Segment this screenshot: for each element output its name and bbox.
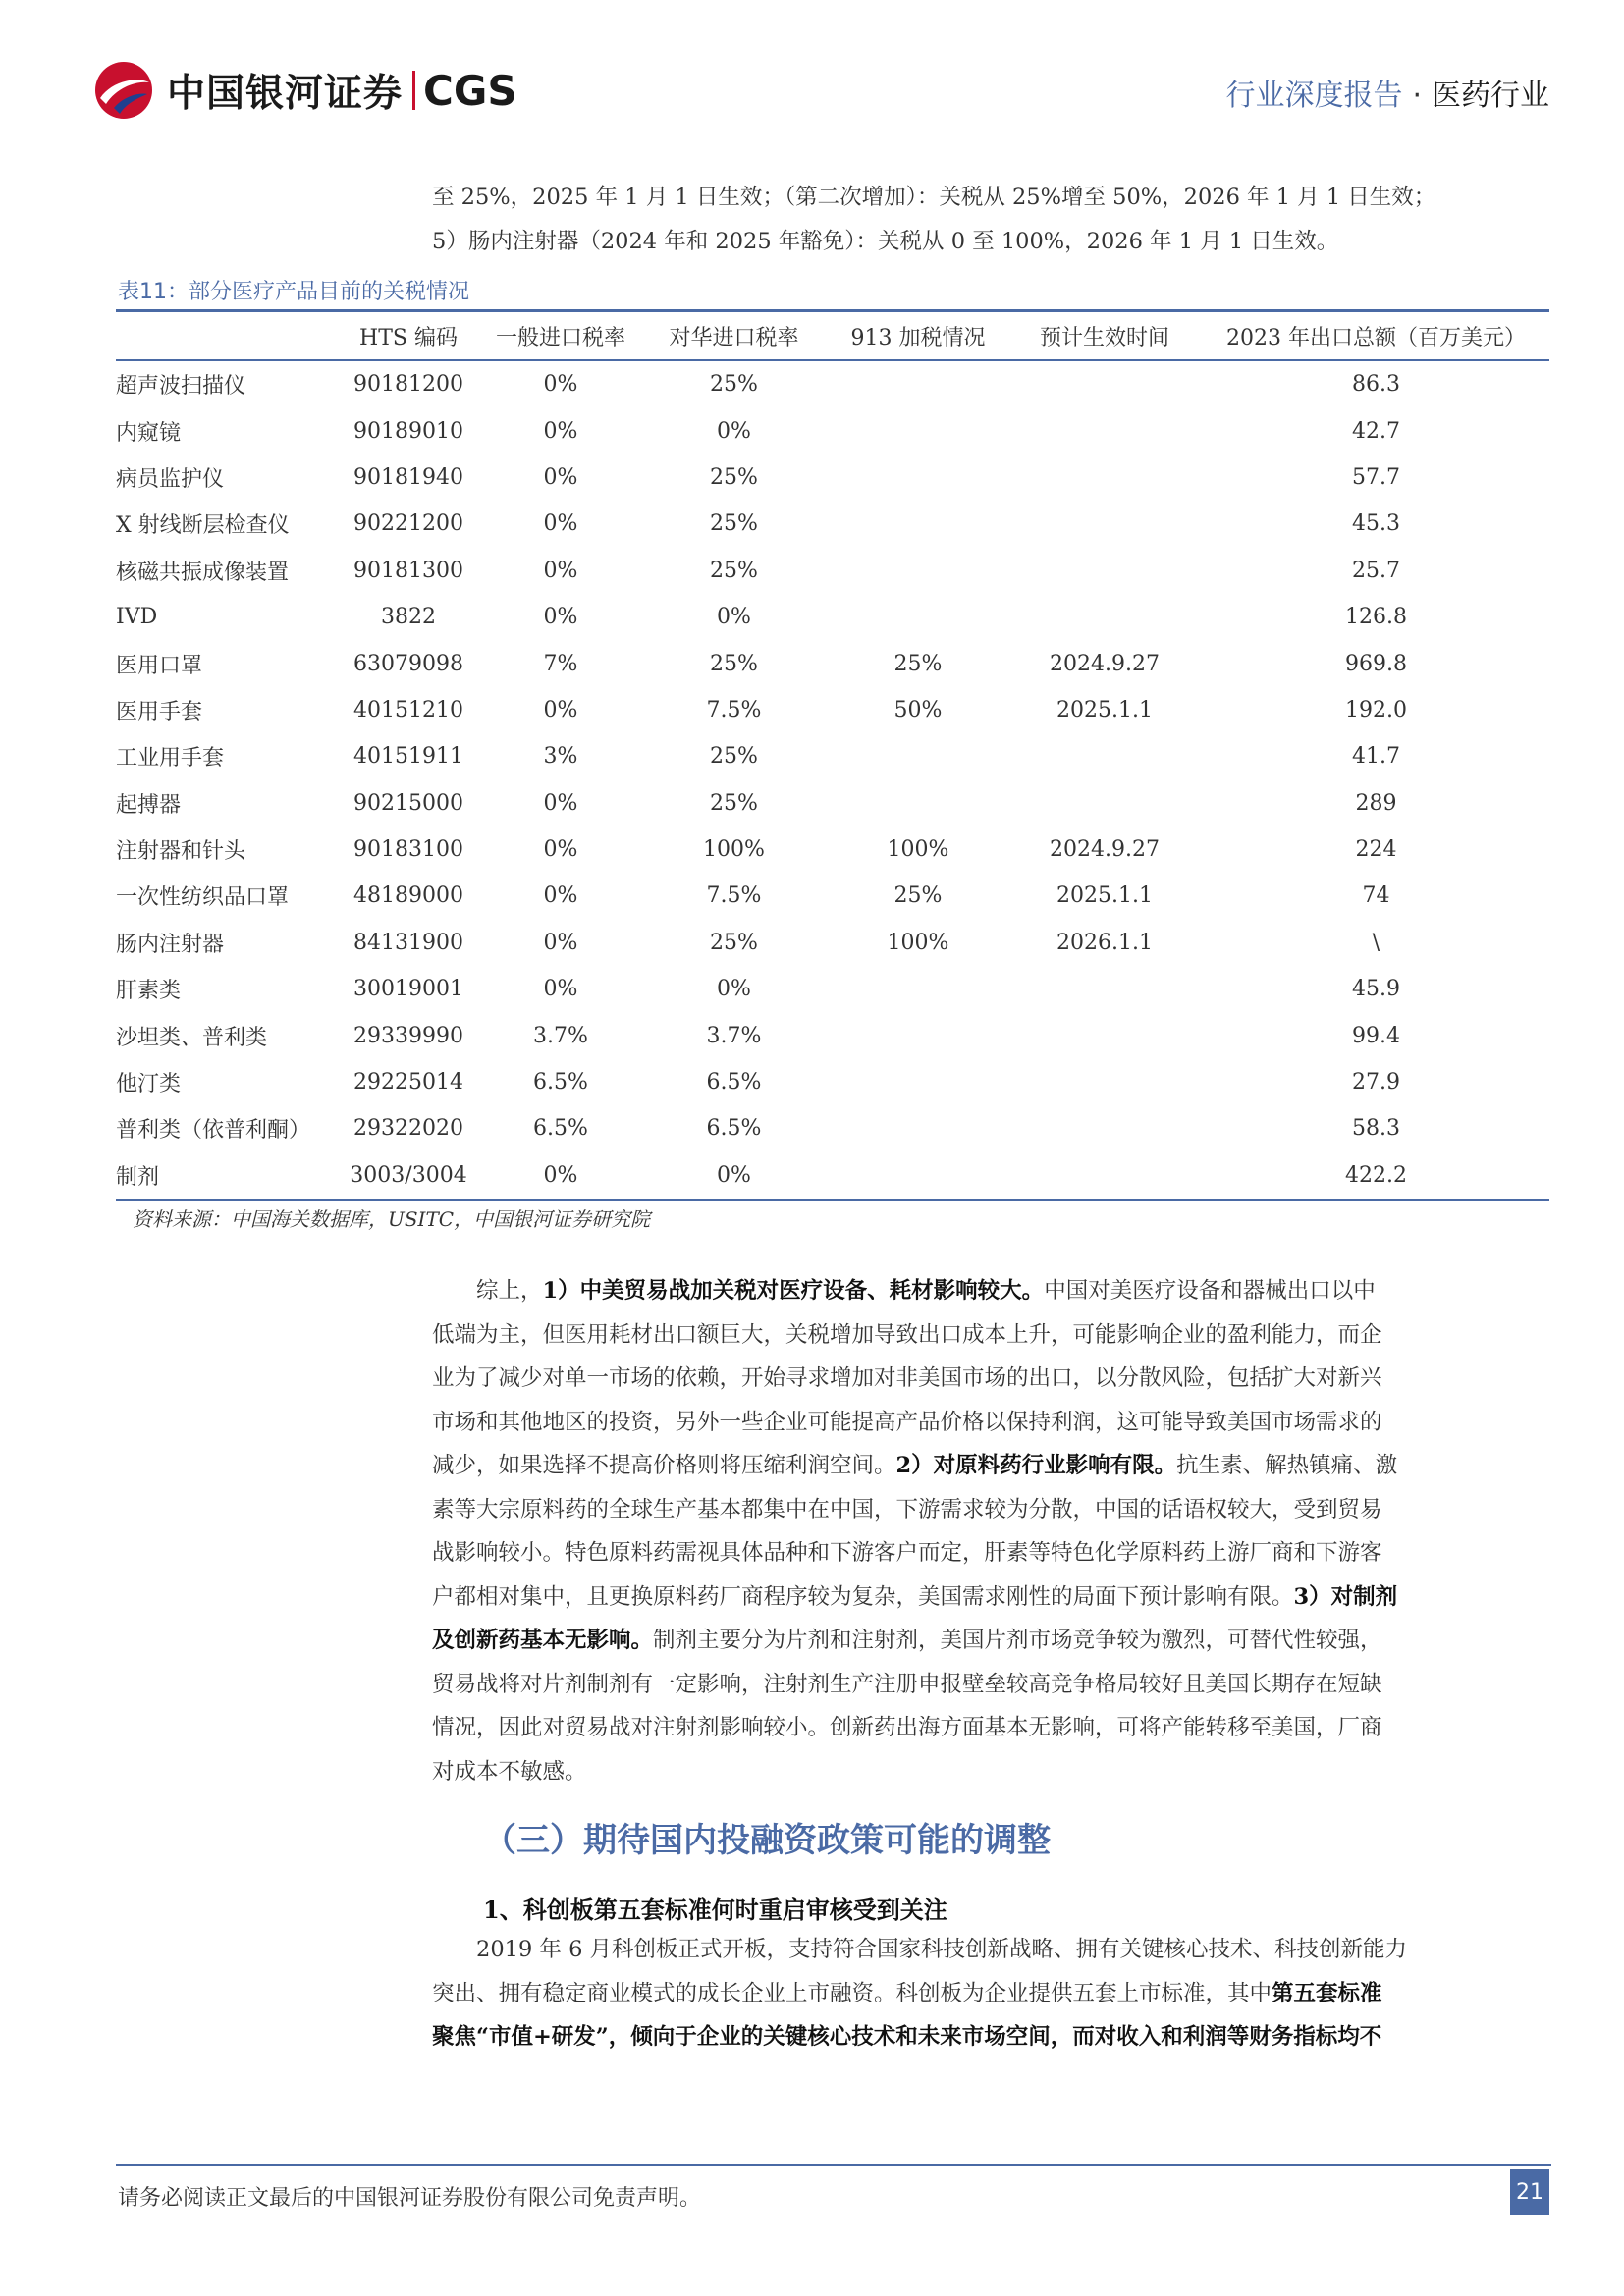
cell-913-increase xyxy=(830,548,1006,594)
cell-general-rate: 6.5% xyxy=(533,1070,588,1095)
summary-emphasis: 1）中美贸易战加关税对医疗设备、耗材影响较大。 xyxy=(542,1278,1045,1304)
cell-product: 病员监护仪 xyxy=(116,466,225,492)
cell-product: 他汀类 xyxy=(116,1072,182,1097)
brand-logo xyxy=(90,59,517,122)
cell-effective-date xyxy=(1006,407,1203,454)
cell-effective-date xyxy=(1006,1012,1203,1058)
cell-913-increase xyxy=(830,1012,1006,1058)
cell-913-increase xyxy=(830,594,1006,640)
cell-hts: 90181940 xyxy=(353,464,463,490)
summary-line: 减少，如果选择不提高价格则将压缩利润空间。2）对原料药行业影响有限。抗生素、解热镇痛、激 xyxy=(432,1453,1398,1478)
cell-913-increase: 50% xyxy=(893,697,943,722)
summary-emphasis: 3）对制剂 xyxy=(1293,1583,1398,1610)
section-paragraph xyxy=(432,1928,1551,2059)
cell-general-rate: 3.7% xyxy=(533,1023,588,1048)
summary-line: 贸易战将对片剂制剂有一定影响，注射剂生产注册申报壁垒较高竞争格局较好且美国长期存在短缺 xyxy=(432,1671,1382,1697)
cell-export-2023: 58.3 xyxy=(1352,1116,1400,1142)
summary-paragraph xyxy=(432,1269,1551,1793)
cell-effective-date xyxy=(1006,780,1203,827)
col-header-913-increase: 913 加税情况 xyxy=(850,325,986,350)
cell-hts: 90181200 xyxy=(353,372,463,398)
logo-divider xyxy=(412,71,415,110)
report-sector: 医药行业 xyxy=(1432,79,1549,113)
cell-hts: 90181300 xyxy=(353,558,463,583)
summary-line: 户都相对集中，且更换原料药厂商程序较为复杂，美国需求刚性的局面下预计影响有限。3）对制剂 xyxy=(432,1583,1398,1610)
cell-product: 注射器和针头 xyxy=(116,839,246,865)
cell-effective-date xyxy=(1006,454,1203,501)
page-number: 21 xyxy=(1510,2169,1549,2215)
cell-china-rate: 25% xyxy=(710,790,758,816)
cell-export-2023: 42.7 xyxy=(1352,418,1400,444)
table-row xyxy=(116,733,1549,779)
table-row xyxy=(116,827,1549,873)
cell-china-rate: 25% xyxy=(710,744,758,770)
cell-export-2023: 192.0 xyxy=(1345,697,1407,722)
cell-export-2023: 41.7 xyxy=(1352,744,1400,770)
table-row xyxy=(116,1012,1549,1058)
cell-china-rate: 0% xyxy=(717,418,751,444)
cell-hts: 90183100 xyxy=(353,837,463,863)
cell-china-rate: 25% xyxy=(710,464,758,490)
cell-export-2023: 57.7 xyxy=(1352,464,1400,490)
cell-product: 工业用手套 xyxy=(116,746,225,772)
summary-line: 综上，1）中美贸易战加关税对医疗设备、耗材影响较大。中国对美医疗设备和器械出口以中 xyxy=(476,1278,1376,1304)
cell-913-increase xyxy=(830,361,1006,407)
col-header-hts: HTS 编码 xyxy=(359,325,458,350)
col-header-effective-date: 预计生效时间 xyxy=(1039,325,1169,350)
cell-general-rate: 3% xyxy=(543,744,578,770)
cell-general-rate: 0% xyxy=(543,511,578,537)
cell-hts: 90221200 xyxy=(353,511,463,537)
cell-export-2023: 224 xyxy=(1355,837,1397,863)
table-header-row xyxy=(116,312,1549,359)
cell-china-rate: 25% xyxy=(710,558,758,583)
cell-china-rate: 3.7% xyxy=(706,1023,762,1048)
cell-hts: 3822 xyxy=(381,605,436,630)
table-title: 表11：部分医疗产品目前的关税情况 xyxy=(118,280,469,304)
cell-effective-date: 2026.1.1 xyxy=(1056,930,1153,955)
cell-product: 肝素类 xyxy=(116,979,182,1004)
section-title: （三）期待国内投融资政策可能的调整 xyxy=(483,1821,1051,1860)
cell-china-rate: 0% xyxy=(717,1162,751,1188)
table-row xyxy=(116,361,1549,407)
cell-913-increase: 25% xyxy=(893,883,943,909)
cell-913-increase: 100% xyxy=(887,930,949,955)
cell-china-rate: 25% xyxy=(710,651,758,676)
cell-general-rate: 0% xyxy=(543,1162,578,1188)
table-row xyxy=(116,920,1549,966)
cell-china-rate: 7.5% xyxy=(706,883,762,909)
cell-913-increase xyxy=(830,966,1006,1012)
summary-emphasis: 及创新药基本无影响。 xyxy=(432,1628,654,1653)
cell-general-rate: 0% xyxy=(543,790,578,816)
cell-product: X 射线断层检查仪 xyxy=(116,513,290,539)
cell-china-rate: 7.5% xyxy=(706,697,762,722)
cell-china-rate: 0% xyxy=(717,605,751,630)
tariff-table xyxy=(116,309,1549,1201)
report-category xyxy=(1225,71,1549,114)
cell-913-increase xyxy=(830,780,1006,827)
cell-china-rate: 0% xyxy=(717,977,751,1002)
cell-export-2023: 422.2 xyxy=(1345,1162,1407,1188)
table-row xyxy=(116,548,1549,594)
cell-china-rate: 6.5% xyxy=(706,1070,762,1095)
cell-effective-date: 2024.9.27 xyxy=(1050,837,1160,863)
intro-line: 5）肠内注射器（2024 年和 2025 年豁免）：关税从 0 至 100%，2026 年 1 月 1 日生效。 xyxy=(432,228,1339,254)
cell-export-2023: 86.3 xyxy=(1352,372,1400,398)
cell-general-rate: 6.5% xyxy=(533,1116,588,1142)
summary-line: 情况，因此对贸易战对注射剂影响较小。创新药出海方面基本无影响，可将产能转移至美国，厂商 xyxy=(432,1715,1382,1740)
cell-hts: 40151210 xyxy=(353,697,463,722)
summary-line: 及创新药基本无影响。制剂主要分为片剂和注射剂，美国片剂市场竞争较为激烈，可替代性较强， xyxy=(432,1628,1382,1653)
table-row xyxy=(116,1105,1549,1151)
cell-hts: 48189000 xyxy=(353,883,463,909)
cell-export-2023: 126.8 xyxy=(1345,605,1407,630)
summary-line: 业为了减少对单一市场的依赖，开始寻求增加对非美国市场的出口，以分散风险，包括扩大对新兴 xyxy=(432,1365,1382,1391)
cell-general-rate: 0% xyxy=(543,930,578,955)
summary-emphasis: 2）对原料药行业影响有限。 xyxy=(895,1453,1177,1478)
cell-913-increase xyxy=(830,733,1006,779)
cell-effective-date: 2025.1.1 xyxy=(1056,883,1153,909)
cell-product: 超声波扫描仪 xyxy=(116,374,246,400)
cell-general-rate: 0% xyxy=(543,837,578,863)
cell-general-rate: 0% xyxy=(543,464,578,490)
cell-export-2023: 99.4 xyxy=(1352,1023,1400,1048)
cell-913-increase: 25% xyxy=(893,651,943,676)
cell-general-rate: 0% xyxy=(543,977,578,1002)
table-row xyxy=(116,640,1549,686)
section-line: 突出、拥有稳定商业模式的成长企业上市融资。科创板为企业提供五套上市标准，其中第五套标准 xyxy=(432,1980,1382,2006)
cell-china-rate: 25% xyxy=(710,930,758,955)
intro-paragraph xyxy=(432,176,1551,263)
table-row xyxy=(116,594,1549,640)
cell-913-increase: 100% xyxy=(887,837,949,863)
cell-general-rate: 7% xyxy=(543,651,578,676)
section-line: 2019 年 6 月科创板正式开板，支持符合国家科技创新战略、拥有关键核心技术、科技创新能力 xyxy=(476,1937,1408,1962)
cell-product: 医用口罩 xyxy=(116,653,203,678)
table-row xyxy=(116,873,1549,919)
table-row xyxy=(116,501,1549,547)
col-header-product xyxy=(116,312,334,359)
galaxy-logo-icon xyxy=(90,59,157,122)
cell-general-rate: 0% xyxy=(543,697,578,722)
cell-export-2023: 27.9 xyxy=(1352,1070,1400,1095)
cell-china-rate: 6.5% xyxy=(706,1116,762,1142)
table-row xyxy=(116,687,1549,733)
summary-line: 市场和其他地区的投资，另外一些企业可能提高产品价格以保持利润，这可能导致美国市场需求的 xyxy=(432,1409,1382,1435)
cell-product: 普利类（依普利酮） xyxy=(116,1118,311,1144)
footer-rule xyxy=(116,2164,1551,2166)
section-emphasis: 聚焦“市值+研发”，倾向于企业的关键核心技术和未来市场空间，而对收入和利润等财务指标均不 xyxy=(432,2024,1382,2050)
cell-913-increase xyxy=(830,454,1006,501)
intro-line: 至 25%，2025 年 1 月 1 日生效；（第二次增加）：关税从 25%增至 50%，2026 年 1 月 1 日生效； xyxy=(432,185,1436,210)
table-row xyxy=(116,966,1549,1012)
cell-hts: 29339990 xyxy=(353,1023,463,1048)
cell-product: 一次性纺织品口罩 xyxy=(116,885,290,911)
cell-effective-date: 2025.1.1 xyxy=(1056,697,1153,722)
cell-product: 肠内注射器 xyxy=(116,932,225,957)
cell-china-rate: 25% xyxy=(710,511,758,537)
cell-product: 沙坦类、普利类 xyxy=(116,1025,268,1050)
cell-913-increase xyxy=(830,407,1006,454)
cell-product: 起搏器 xyxy=(116,792,182,818)
cell-hts: 90215000 xyxy=(353,790,463,816)
cell-export-2023: \ xyxy=(1372,930,1380,955)
cell-hts: 90189010 xyxy=(353,418,463,444)
cell-hts: 63079098 xyxy=(353,651,463,676)
table-row xyxy=(116,407,1549,454)
report-type: 行业深度报告 xyxy=(1225,79,1403,113)
table-bottom-rule xyxy=(116,1199,1549,1201)
cell-product: 内窥镜 xyxy=(116,420,182,446)
cell-china-rate: 25% xyxy=(710,372,758,398)
cell-913-increase xyxy=(830,501,1006,547)
table-body xyxy=(116,361,1549,1199)
cell-export-2023: 25.7 xyxy=(1352,558,1400,583)
table-source: 资料来源：中国海关数据库，USITC，中国银河证券研究院 xyxy=(133,1207,651,1231)
cell-effective-date xyxy=(1006,361,1203,407)
header-separator: · xyxy=(1412,79,1422,113)
cell-export-2023: 45.9 xyxy=(1352,977,1400,1002)
section-line xyxy=(432,2015,1551,2059)
cell-export-2023: 289 xyxy=(1355,790,1397,816)
cell-general-rate: 0% xyxy=(543,605,578,630)
cell-effective-date xyxy=(1006,594,1203,640)
logo-chinese-name: 中国银河证券 xyxy=(167,72,404,116)
cell-general-rate: 0% xyxy=(543,883,578,909)
cell-effective-date xyxy=(1006,1152,1203,1199)
cell-hts: 29225014 xyxy=(353,1070,463,1095)
summary-line: 对成本不敏感。 xyxy=(432,1758,587,1785)
cell-effective-date xyxy=(1006,548,1203,594)
cell-913-increase xyxy=(830,1152,1006,1199)
cell-export-2023: 74 xyxy=(1362,883,1390,909)
cell-hts: 40151911 xyxy=(353,744,463,770)
cell-product: 核磁共振成像装置 xyxy=(116,560,290,585)
summary-line: 低端为主，但医用耗材出口额巨大，关税增加导致出口成本上升，可能影响企业的盈利能力，而企 xyxy=(432,1321,1382,1348)
cell-913-increase xyxy=(830,1059,1006,1105)
cell-effective-date xyxy=(1006,733,1203,779)
cell-hts: 29322020 xyxy=(353,1116,463,1142)
logo-english-name: CGS xyxy=(423,66,517,115)
cell-effective-date xyxy=(1006,1105,1203,1151)
cell-china-rate: 100% xyxy=(703,837,765,863)
cell-effective-date xyxy=(1006,966,1203,1012)
col-header-china-rate: 对华进口税率 xyxy=(669,325,799,350)
summary-line: 战影响较小。特色原料药需视具体品种和下游客户而定，肝素等特色化学原料药上游厂商和下游客 xyxy=(432,1540,1382,1566)
footer-disclaimer: 请务必阅读正文最后的中国银河证券股份有限公司免责声明。 xyxy=(118,2186,702,2211)
section-subtitle: 1、科创板第五套标准何时重启审核受到关注 xyxy=(483,1896,947,1924)
cell-effective-date: 2024.9.27 xyxy=(1050,651,1160,676)
table-row xyxy=(116,1152,1549,1199)
col-header-general-rate: 一般进口税率 xyxy=(495,325,625,350)
cell-hts: 30019001 xyxy=(353,977,463,1002)
cell-effective-date xyxy=(1006,501,1203,547)
cell-export-2023: 969.8 xyxy=(1345,651,1407,676)
table-row xyxy=(116,1059,1549,1105)
cell-hts: 3003/3004 xyxy=(350,1162,467,1188)
cell-product: 制剂 xyxy=(116,1164,160,1190)
cell-hts: 84131900 xyxy=(353,930,463,955)
cell-general-rate: 0% xyxy=(543,372,578,398)
cell-general-rate: 0% xyxy=(543,418,578,444)
section-emphasis: 第五套标准 xyxy=(1272,1980,1382,2006)
col-header-export-2023: 2023 年出口总额（百万美元） xyxy=(1226,325,1526,350)
cell-export-2023: 45.3 xyxy=(1352,511,1400,537)
summary-line: 素等大宗原料药的全球生产基本都集中在中国，下游需求较为分散，中国的话语权较大，受到贸易 xyxy=(432,1496,1382,1522)
cell-913-increase xyxy=(830,1105,1006,1151)
cell-effective-date xyxy=(1006,1059,1203,1105)
table-row xyxy=(116,780,1549,827)
table-row xyxy=(116,454,1549,501)
cell-product: 医用手套 xyxy=(116,699,203,724)
cell-general-rate: 0% xyxy=(543,558,578,583)
cell-product: IVD xyxy=(116,605,158,630)
